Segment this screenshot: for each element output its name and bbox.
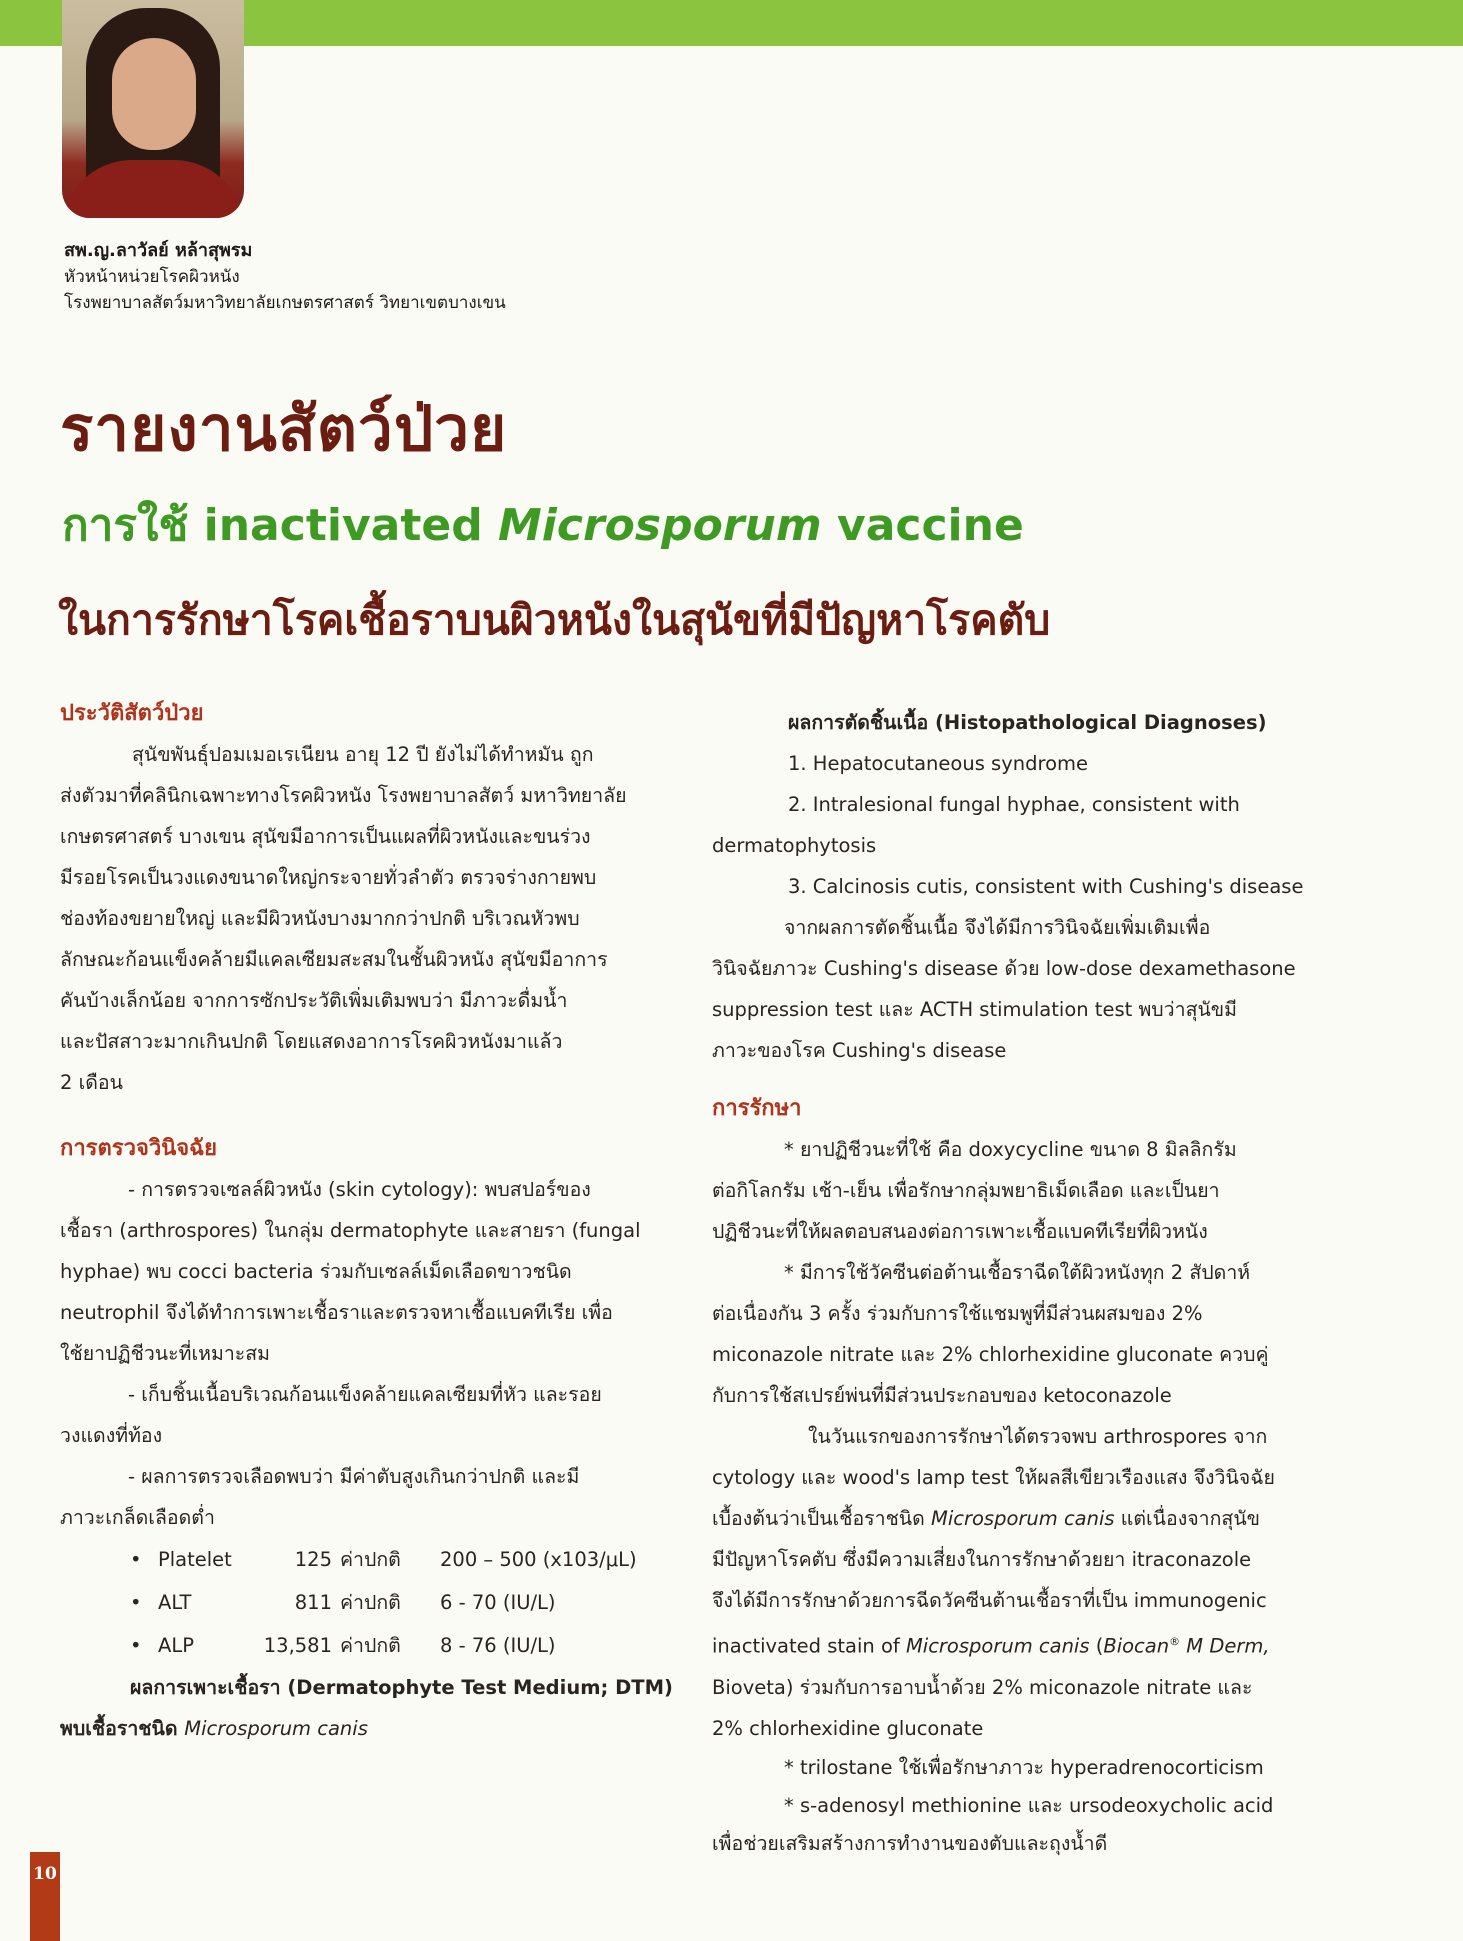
cytology-line: - การตรวจเซลล์ผิวหนัง (skin cytology): พบสปอร์ของ [128, 1178, 591, 1201]
cytology-line: เชื้อรา (arthrospores) ในกลุ่ม dermatophyte และสายรา (fungal [60, 1219, 641, 1242]
author-position: หัวหน้าหน่วยโรคผิวหนัง [64, 267, 240, 287]
text-span: inactivated stain of [712, 1634, 906, 1658]
treatment-line: * s-adenosyl methionine และ ursodeoxycholic acid [784, 1793, 1274, 1817]
lab-row-alt [130, 1581, 684, 1624]
biopsy-line: - เก็บชิ้นเนื้อบริเวณก้อนแข็งคล้ายแคลเซียมที่หัว และรอย [128, 1383, 602, 1406]
culture-label: ผลการเพาะเชื้อรา (Dermatophyte Test Medium; DTM) [130, 1676, 673, 1699]
treatment-line: เพื่อช่วยเสริมสร้างการทำงานของตับและถุงน้ำดี [712, 1831, 1108, 1855]
treatment-line: กับการใช้สเปรย์พ่นที่มีส่วนประกอบของ ketoconazole [712, 1384, 1172, 1407]
lab-name: Platelet [158, 1548, 232, 1571]
history-line: ส่งตัวมาที่คลินิกเฉพาะทางโรคผิวหนัง โรงพยาบาลสัตว์ มหาวิทยาลัย [60, 784, 627, 807]
cytology-line: hyphae) พบ cocci bacteria ร่วมกับเซลล์เม็ดเลือดขาวชนิด [60, 1260, 572, 1283]
page-title: รายงานสัตว์ป่วย [60, 392, 508, 465]
treatment-paragraph-line [712, 1498, 1342, 1539]
treatment-paragraph-line: ในวันแรกของการรักษาได้ตรวจพบ arthrospores จาก [808, 1425, 1268, 1448]
lab-name: ALT [158, 1591, 192, 1614]
lab-row-alp [130, 1624, 684, 1667]
author-affiliation: โรงพยาบาลสัตว์มหาวิทยาลัยเกษตรศาสตร์ วิทยาเขตบางเขน [64, 293, 506, 313]
right-column [712, 702, 1342, 1863]
lab-normal-label: ค่าปกติ [340, 1634, 401, 1657]
histopathology-item: 3. Calcinosis cutis, consistent with Cushing's disease [788, 875, 1304, 898]
lab-range: 200 – 500 (x103/μL) [440, 1548, 637, 1571]
treatment-line: * ยาปฏิชีวนะที่ใช้ คือ doxycycline ขนาด 8 มิลลิกรัม [784, 1138, 1237, 1161]
history-line: เกษตรศาสตร์ บางเขน สุนัขมีอาการเป็นแผลที่ผิวหนังและขนร่วง [60, 825, 591, 848]
text-span: เบื้องต้นว่าเป็นเชื้อราชนิด [712, 1507, 932, 1530]
treatment-line: ต่อกิโลกรัม เช้า-เย็น เพื่อรักษากลุ่มพยาธิเม็ดเลือด และเป็นยา [712, 1179, 1220, 1202]
lab-range: 8 - 76 (IU/L) [440, 1634, 556, 1657]
cytology-line: neutrophil จึงได้ทำการเพาะเชื้อราและตรวจหาเชื้อแบคทีเรีย เพื่อ [60, 1301, 613, 1324]
history-line: ลักษณะก้อนแข็งคล้ายมีแคลเซียมสะสมในชั้นผิวหนัง สุนัขมีอาการ [60, 948, 608, 971]
left-column [60, 694, 684, 1749]
text-span: แต่เนื่องจากสุนัข [1114, 1507, 1260, 1530]
bullet: • [130, 1548, 142, 1571]
organism-name: Microsporum canis [905, 1634, 1090, 1658]
lab-normal-label: ค่าปกติ [340, 1591, 401, 1614]
subtitle-prefix: การใช้ inactivated [62, 500, 499, 551]
blood-line: ภาวะเกล็ดเลือดต่ำ [60, 1506, 215, 1529]
subtitle-italic: Microsporum [498, 500, 822, 551]
author-block [64, 238, 506, 316]
author-photo [62, 0, 244, 218]
treatment-paragraph-line: มีปัญหาโรคตับ ซึ่งมีความเสี่ยงในการรักษาด้วยยา itraconazole [712, 1548, 1252, 1571]
lab-name: ALP [158, 1634, 194, 1657]
biopsy-line: วงแดงที่ท้อง [60, 1424, 163, 1447]
registered-mark: ® [1169, 1635, 1181, 1648]
history-line: ช่องท้องขยายใหญ่ และมีผิวหนังบางมากกว่าปกติ บริเวณหัวพบ [60, 907, 580, 930]
histopathology-followup: ภาวะของโรค Cushing's disease [712, 1039, 1007, 1062]
histopathology-followup: จากผลการตัดชิ้นเนื้อ จึงได้มีการวินิจฉัยเพิ่มเติมเพื่อ [784, 916, 1211, 939]
photo-face [112, 38, 196, 150]
history-line: มีรอยโรคเป็นวงแดงขนาดใหญ่กระจายทั่วลำตัว ตรวจร่างกายพบ [60, 866, 597, 889]
treatment-line: * trilostane ใช้เพื่อรักษาภาวะ hyperadrenocorticism [784, 1755, 1264, 1779]
treatment-paragraph-line: 2% chlorhexidine gluconate [712, 1716, 984, 1740]
histopathology-heading: ผลการตัดชิ้นเนื้อ (Histopathological Diagnoses) [788, 711, 1267, 734]
lab-value: 13,581 [263, 1634, 332, 1657]
blood-line: - ผลการตรวจเลือดพบว่า มีค่าตับสูงเกินกว่าปกติ และมี [128, 1465, 580, 1488]
lab-range: 6 - 70 (IU/L) [440, 1591, 556, 1614]
histopathology-item: 1. Hepatocutaneous syndrome [788, 752, 1088, 775]
history-line: สุนัขพันธุ์ปอมเมอเรเนียน อายุ 12 ปี ยังไม่ได้ทำหมัน ถูก [132, 743, 594, 766]
histopathology-followup: วินิจฉัยภาวะ Cushing's disease ด้วย low-dose dexamethasone [712, 957, 1296, 980]
histopathology-followup: suppression test และ ACTH stimulation test พบว่าสุนัขมี [712, 998, 1237, 1021]
treatment-paragraph-line: จึงได้มีการรักษาด้วยการฉีดวัคซีนต้านเชื้อราที่เป็น immunogenic [712, 1589, 1267, 1612]
history-heading: ประวัติสัตว์ป่วย [60, 701, 204, 726]
culture-organism: Microsporum canis [184, 1717, 368, 1740]
vaccine-name-suffix: M Derm, [1180, 1634, 1270, 1658]
subtitle-suffix: vaccine [821, 500, 1024, 551]
histopathology-item: 2. Intralesional fungal hyphae, consistent with [788, 793, 1240, 816]
treatment-heading: การรักษา [712, 1096, 802, 1121]
treatment-paragraph-line: cytology และ wood's lamp test ให้ผลสีเขียวเรืองแสง จึงวินิจฉัย [712, 1466, 1275, 1489]
subtitle-line-2: ในการรักษาโรคเชื้อราบนผิวหนังในสุนัขที่มีปัญหาโรคตับ [58, 596, 1051, 644]
history-line: คันบ้างเล็กน้อย จากการซักประวัติเพิ่มเติมพบว่า มีภาวะดื่มน้ำ [60, 989, 568, 1012]
culture-result [60, 1708, 684, 1749]
history-line: 2 เดือน [60, 1071, 123, 1094]
history-line: และปัสสาวะมากเกินปกติ โดยแสดงอาการโรคผิวหนังมาแล้ว [60, 1030, 563, 1053]
diagnosis-heading: การตรวจวินิจฉัย [60, 1136, 217, 1161]
treatment-paragraph-line [712, 1621, 1342, 1667]
text-span: ( [1089, 1634, 1104, 1658]
treatment-paragraph-line: Bioveta) ร่วมกับการอาบน้ำด้วย 2% miconazole nitrate และ [712, 1675, 1253, 1699]
subtitle-line-1 [62, 490, 1024, 560]
page-number: 10 [30, 1852, 60, 1941]
lab-results [130, 1538, 684, 1667]
lab-normal-label: ค่าปกติ [340, 1548, 401, 1571]
treatment-line: ปฏิชีวนะที่ให้ผลตอบสนองต่อการเพาะเชื้อแบคทีเรียที่ผิวหนัง [712, 1220, 1208, 1243]
bullet: • [130, 1591, 142, 1614]
histopathology-item: dermatophytosis [712, 834, 877, 857]
treatment-line: miconazole nitrate และ 2% chlorhexidine gluconate ควบคู่ [712, 1343, 1269, 1366]
author-name: สพ.ญ.ลาวัลย์ หล้าสุพรม [64, 240, 253, 261]
culture-result-prefix: พบเชื้อราชนิด [60, 1717, 185, 1740]
vaccine-name: Biocan [1103, 1634, 1170, 1658]
lab-value: 125 [294, 1548, 332, 1571]
treatment-line: * มีการใช้วัคซีนต่อต้านเชื้อราฉีดใต้ผิวหนังทุก 2 สัปดาห์ [784, 1261, 1251, 1284]
lab-row-platelet [130, 1538, 684, 1581]
bullet: • [130, 1634, 142, 1657]
cytology-line: ใช้ยาปฏิชีวนะที่เหมาะสม [60, 1342, 270, 1365]
organism-name: Microsporum canis [931, 1507, 1115, 1530]
lab-value: 811 [294, 1591, 332, 1614]
treatment-line: ต่อเนื่องกัน 3 ครั้ง ร่วมกับการใช้แชมพูที่มีส่วนผสมของ 2% [712, 1302, 1203, 1325]
